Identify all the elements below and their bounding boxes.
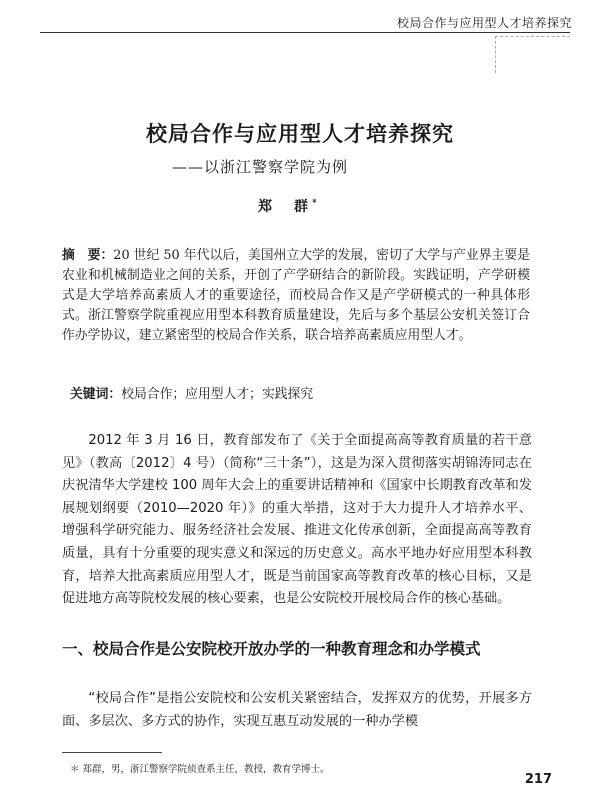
running-head: 校局合作与应用型人才培养探究 <box>396 16 572 30</box>
margin-scribble <box>495 36 570 73</box>
footnote: ＊ 郑群，男，浙江警察学院侦查系主任，教授，教育学博士。 <box>70 764 330 775</box>
abstract-label: 摘 要： <box>62 248 114 263</box>
keywords-label: 关键词： <box>70 387 122 402</box>
body-text <box>62 430 532 611</box>
section-body <box>62 688 532 733</box>
author-footnote-mark: * <box>312 198 321 209</box>
keywords-text: 校局合作；应用型人才；实践探究 <box>121 387 314 402</box>
page-title: 校局合作与应用型人才培养探究 <box>146 122 454 146</box>
section-heading: 一、校局合作是公安院校开放办学的一种教育理念和办学模式 <box>62 640 481 658</box>
page-subtitle: ——以浙江警察学院为例 <box>172 158 349 176</box>
abstract <box>62 246 530 346</box>
keywords <box>70 383 530 402</box>
author-name: 郑 群 <box>258 199 312 215</box>
section-paragraph: “校局合作”是指公安院校和公安机关紧密结合，发挥双方的优势，开展多方面、多层次、多方式的协作，实现互惠互动发展的一种办学模 <box>62 691 532 729</box>
page-number: 217 <box>524 772 552 787</box>
footnote-rule <box>62 752 162 753</box>
author <box>258 196 321 216</box>
header-rule <box>40 32 570 33</box>
abstract-text: 20 世纪 50 年代以后，美国州立大学的发展，密切了大学与产业界主要是农业和机械制造业之间的关系，开创了产学研结合的新阶段。实践证明，产学研模式是大学培养高素质人才的重要途径，而校局合作又是产学研模式的一种具体形式。浙江警察学院重视应用型本科教育质量建设，先后与多个基层公安机关签订合作办学协议，建立紧密型的校局合作关系，联合培养高素质应用型人才。 <box>62 248 530 343</box>
intro-paragraph: 2012 年 3 月 16 日，教育部发布了《关于全面提高高等教育质量的若干意见》（教高〔2012〕4 号）（简称“三十条”），这是为深入贯彻落实胡锦涛同志在庆祝清华大学建校 100 周年大会上的重要讲话精神和《国家中长期教育改革和发展规划纲要（2010—2020 年）》的重大举措，这对于大力提升人才培养水平、增强科学研究能力、服务经济社会发展、推进文化传承创新，全面提高高等教育质量，具有十分重要的现实意义和深远的历史意义。高水平地办好应用型本科教育，培养大批高素质应用型人才，既是当前国家高等教育改革的核心目标，又是促进地方高等院校发展的核心要素，也是公安院校开展校局合作的核心基础。 <box>62 433 532 607</box>
